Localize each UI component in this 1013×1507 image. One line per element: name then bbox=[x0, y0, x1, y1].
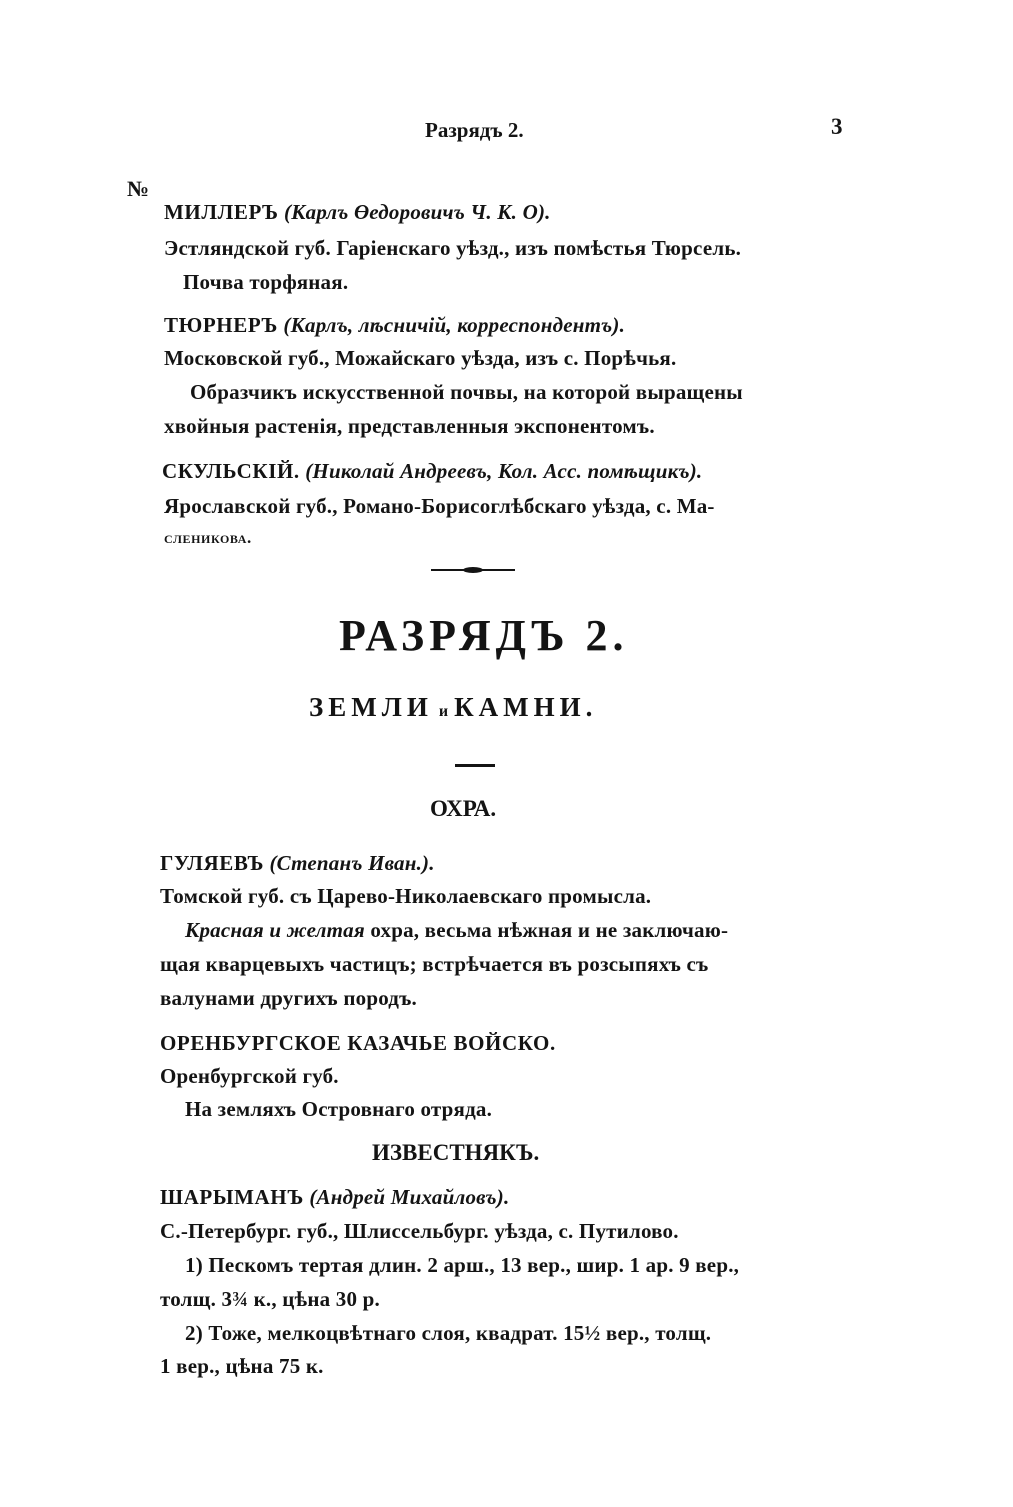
entry-text: Образчикъ искусственной почвы, на которой выращены bbox=[190, 380, 743, 404]
subtitle-part: КАМНИ. bbox=[454, 692, 598, 722]
exhibitor-name: СКУЛЬСКІЙ. bbox=[162, 459, 300, 483]
entry-text: 2) Тоже, мелкоцвѣтнаго слоя, квадрат. 15½ вер., толщ. bbox=[185, 1321, 712, 1345]
entry-text: щая кварцевыхъ частицъ; встрѣчается въ розсыпяхъ съ bbox=[160, 952, 709, 976]
text-fragment: охра, весьма нѣжная и не заключаю- bbox=[370, 918, 729, 942]
exhibitor-name: МИЛЛЕРЪ bbox=[164, 200, 279, 224]
italic-phrase: Красная и желтая bbox=[185, 918, 365, 942]
entry-heading-sharyman bbox=[160, 1185, 509, 1210]
entry-location: Московской губ., Можайскаго уѣзда, изъ с. Порѣчья. bbox=[164, 346, 677, 370]
ornament-divider bbox=[431, 566, 515, 574]
entry-text: Почва торфяная. bbox=[183, 270, 349, 294]
exhibitor-detail: (Карлъ, лѣсничій, корреспондентъ). bbox=[283, 313, 626, 337]
entry-location: Эстляндской губ. Гаріенскаго уѣзд., изъ помѣстья Тюрсель. bbox=[164, 236, 742, 260]
exhibitor-detail: (Николай Андреевъ, Кол. Асс. помѣщикъ). bbox=[305, 459, 703, 483]
number-sign: № bbox=[127, 176, 150, 201]
entry-text: толщ. 3¾ к., цѣна 30 р. bbox=[160, 1287, 380, 1311]
entry-text bbox=[185, 918, 728, 943]
entry-text: На земляхъ Островнаго отряда. bbox=[185, 1097, 493, 1121]
entry-location: Ярославской губ., Романо-Борисоглѣбскаго уѣзда, с. Ма- bbox=[164, 494, 715, 518]
entry-heading-turner bbox=[164, 313, 625, 338]
subsection-heading-ochra: ОХРА. bbox=[430, 796, 497, 821]
exhibitor-detail: (Карлъ Өедоровичъ Ч. К. О). bbox=[284, 200, 551, 224]
entry-location: Томской губ. съ Царево-Николаевскаго промысла. bbox=[160, 884, 652, 908]
short-rule bbox=[455, 764, 495, 767]
exhibitor-name: ГУЛЯЕВЪ bbox=[160, 851, 264, 875]
section-subtitle bbox=[309, 692, 597, 723]
entry-heading-gulyaev bbox=[160, 851, 435, 876]
entry-text: хвойныя растенія, представленныя экспонентомъ. bbox=[164, 414, 655, 438]
entry-text: сленикова. bbox=[164, 528, 252, 547]
subsection-heading-limestone: ИЗВЕСТНЯКЪ. bbox=[372, 1140, 540, 1165]
exhibitor-detail: (Андрей Михайловъ). bbox=[309, 1185, 510, 1209]
entry-text: валунами другихъ породъ. bbox=[160, 986, 418, 1010]
exhibitor-name: ТЮРНЕРЪ bbox=[164, 313, 278, 337]
page-number: 3 bbox=[831, 114, 843, 139]
entry-heading-skulsky bbox=[162, 459, 702, 484]
entry-text: 1) Пескомъ тертая длин. 2 арш., 13 вер., шир. 1 ар. 9 вер., bbox=[185, 1253, 740, 1277]
entry-location: Оренбургской губ. bbox=[160, 1064, 339, 1088]
entry-text: 1 вер., цѣна 75 к. bbox=[160, 1354, 324, 1378]
subtitle-conjunction: и bbox=[438, 703, 449, 720]
subtitle-part: ЗЕМЛИ bbox=[309, 692, 433, 722]
exhibitor-detail: (Степанъ Иван.). bbox=[269, 851, 435, 875]
entry-heading-miller bbox=[164, 200, 551, 225]
entry-location: С.-Петербург. губ., Шлиссельбург. уѣзда, с. Путилово. bbox=[160, 1219, 679, 1243]
entry-heading-orenburg: ОРЕНБУРГСКОЕ КАЗАЧЬЕ ВОЙСКО. bbox=[160, 1031, 556, 1055]
section-title: РАЗРЯДЪ 2. bbox=[339, 611, 629, 660]
exhibitor-name: ШАРЫМАНЪ bbox=[160, 1185, 304, 1209]
running-header: Разрядъ 2. bbox=[425, 118, 524, 142]
